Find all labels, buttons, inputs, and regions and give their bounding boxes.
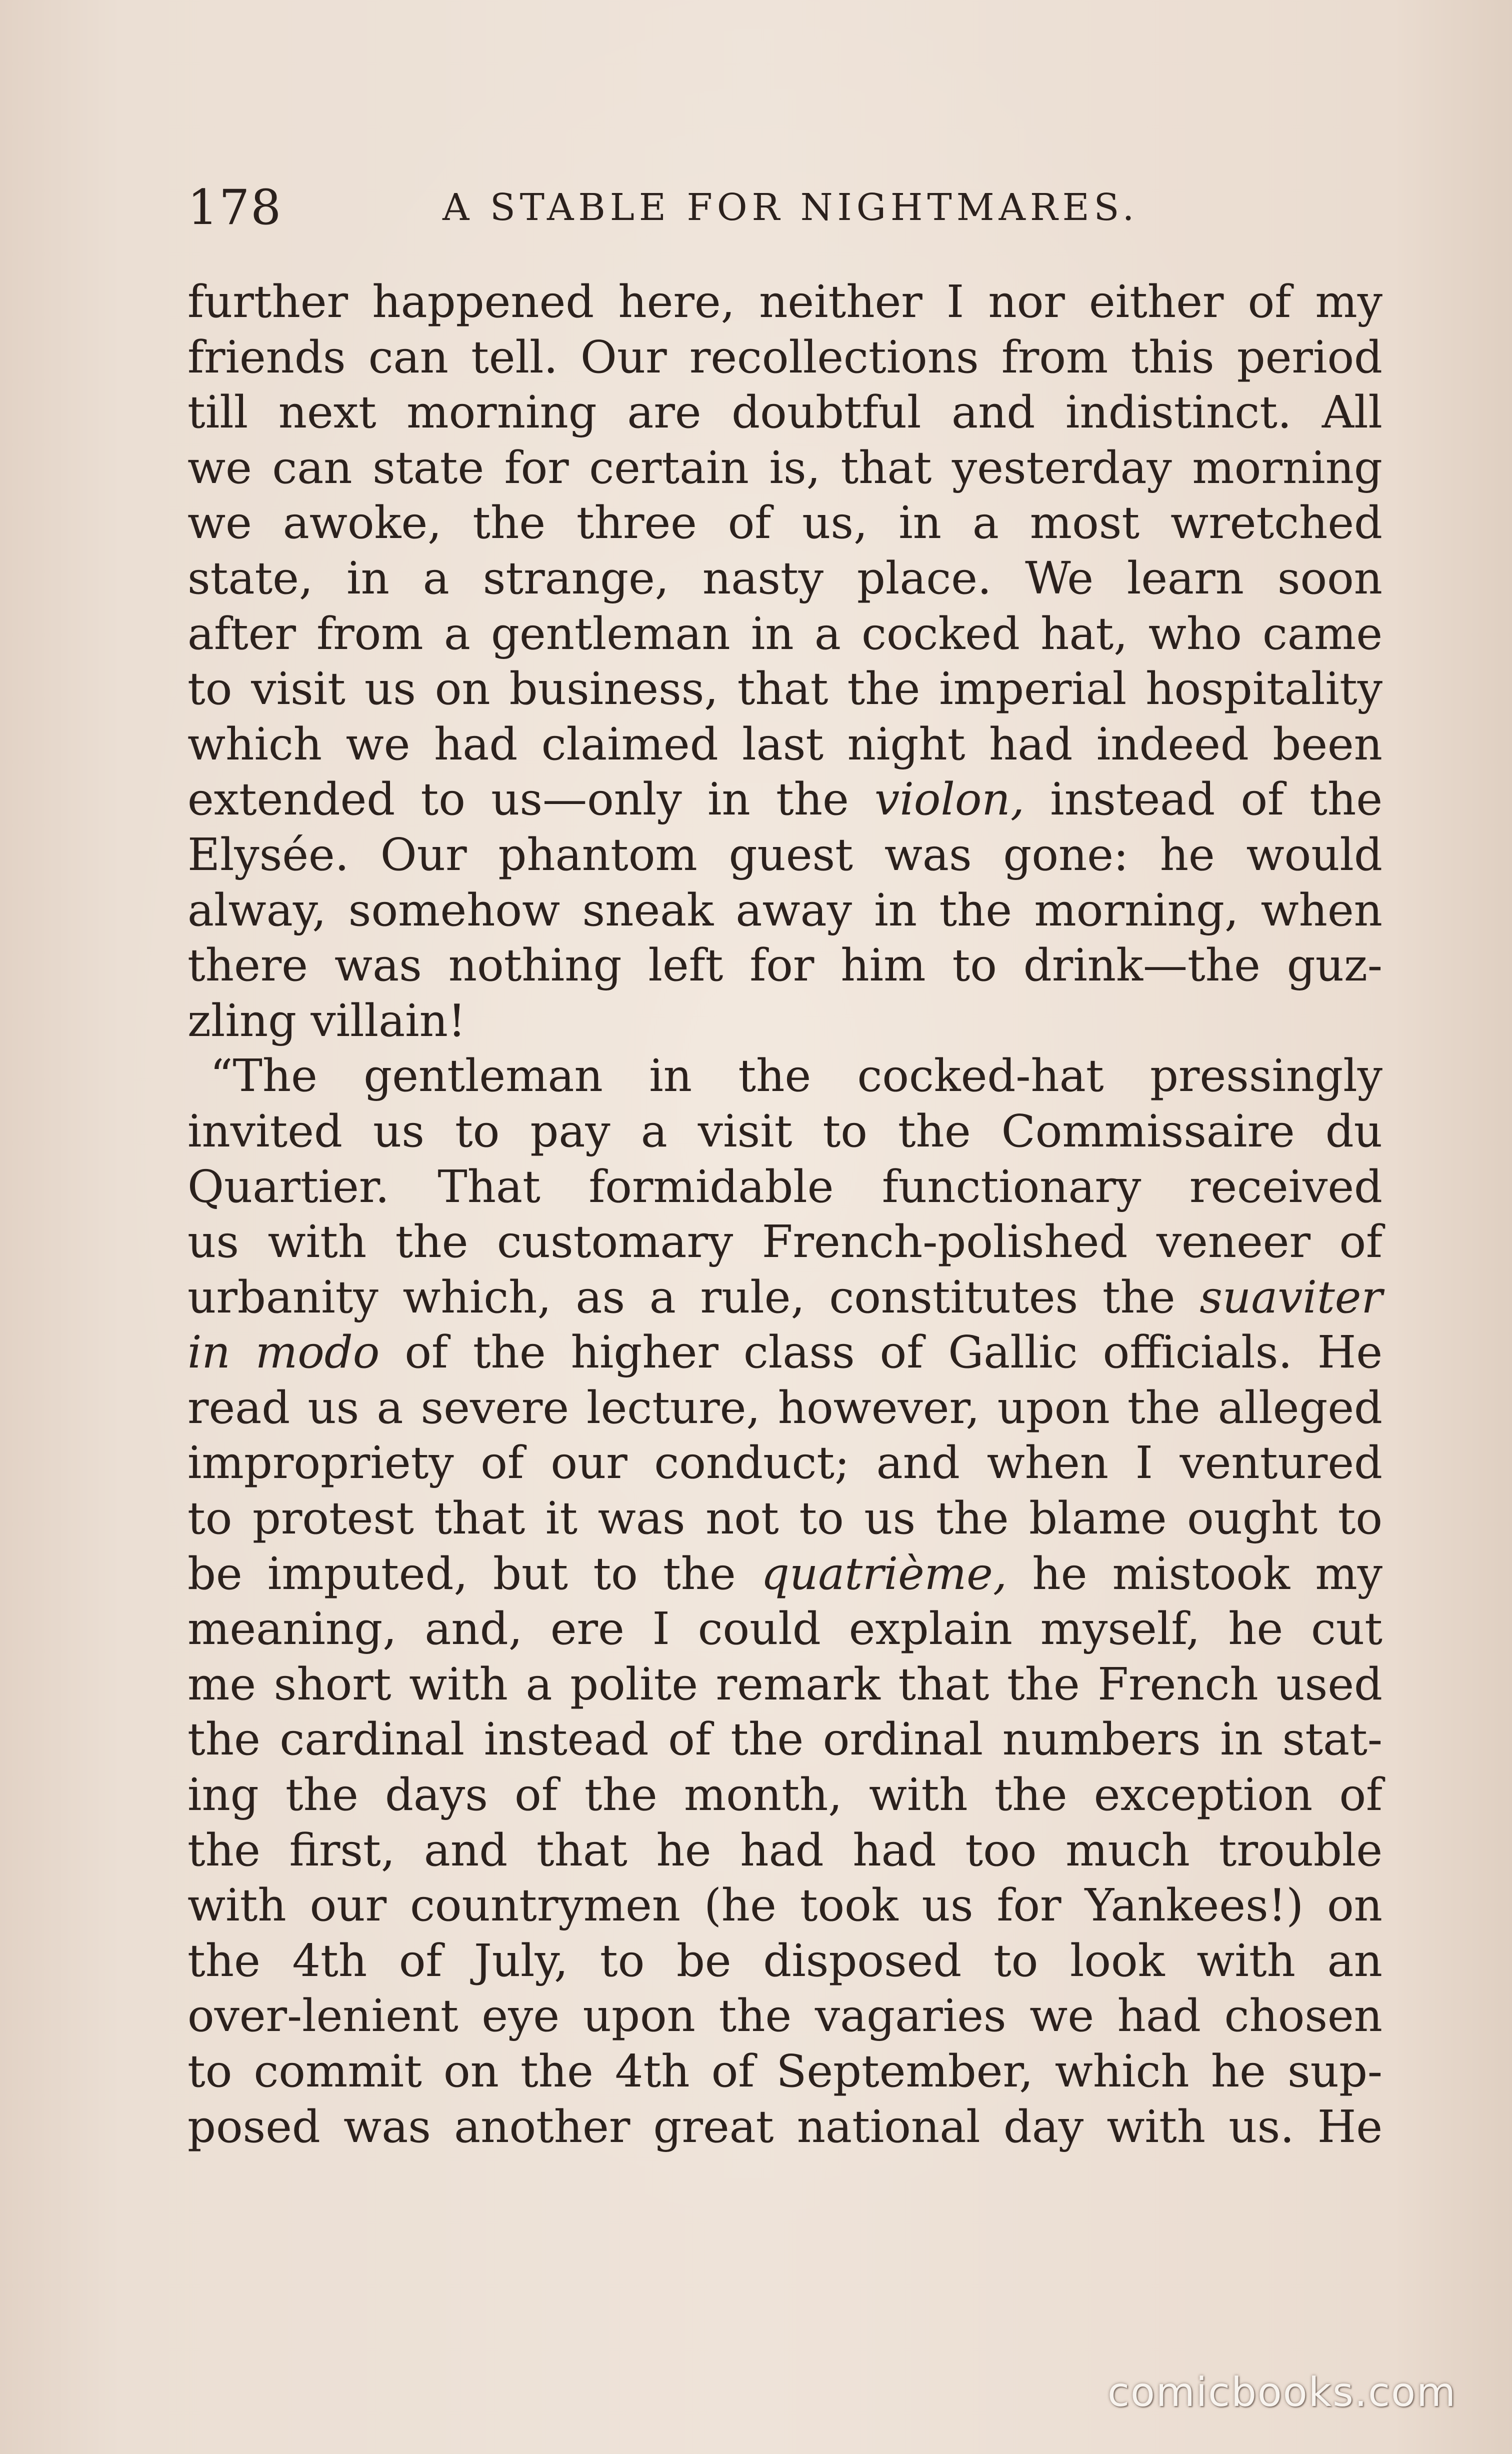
text-line	[188, 274, 1382, 330]
text-line	[188, 1270, 1382, 1325]
text-line	[188, 1324, 1382, 1380]
text-line	[188, 550, 1382, 606]
text-line	[188, 1435, 1382, 1490]
line-text: ing the days of the month, with the exception of	[188, 1768, 1382, 1821]
text-line	[188, 495, 1382, 550]
italic-text: suaviter	[1200, 1270, 1382, 1323]
line-text: Quartier. That formidable functionary received	[188, 1160, 1382, 1212]
text-line	[188, 661, 1382, 716]
line-text: zling villain!	[188, 994, 466, 1046]
text-line	[188, 1988, 1382, 2044]
text-line	[188, 1490, 1382, 1546]
text-line	[188, 1159, 1382, 1214]
text-line	[188, 1601, 1382, 1656]
line-text: urbanity which, as a rule, constitutes the	[188, 1270, 1200, 1323]
page-number: 178	[188, 180, 282, 236]
text-line	[188, 1380, 1382, 1436]
line-text: friends can tell. Our recollections from this period	[188, 330, 1382, 383]
text-line	[188, 882, 1382, 938]
line-text: meaning, and, ere I could explain myself, he cut	[188, 1602, 1382, 1655]
line-text: of the higher class of Gallic officials. He	[380, 1326, 1382, 1378]
line-text: me short with a polite remark that the French used	[188, 1658, 1382, 1710]
line-text: instead of the	[1024, 773, 1383, 826]
text-line	[188, 1878, 1382, 1933]
text-line	[188, 330, 1382, 385]
text-line	[188, 1214, 1382, 1270]
line-text: be imputed, but to the	[188, 1547, 761, 1600]
text-line	[188, 1822, 1382, 1878]
line-text: extended to us—only in the	[188, 773, 875, 826]
text-line	[188, 2099, 1382, 2154]
text-line	[188, 1104, 1382, 1159]
line-text: read us a severe lecture, however, upon the alleged	[188, 1381, 1382, 1434]
line-text: state, in a strange, nasty place. We learn soon	[188, 552, 1382, 604]
text-line	[188, 1048, 1382, 1104]
line-text: we can state for certain is, that yesterday morning	[188, 441, 1382, 494]
text-line	[188, 384, 1382, 440]
text-line	[188, 440, 1382, 496]
text-line	[188, 606, 1382, 662]
text-line	[188, 772, 1382, 827]
line-text: Elysée. Our phantom guest was gone: he would	[188, 828, 1382, 880]
text-line	[188, 827, 1382, 882]
line-text: there was nothing left for him to drink—the guz-	[188, 939, 1382, 992]
page-header	[188, 172, 1382, 242]
line-text: alway, somehow sneak away in the morning, when	[188, 884, 1382, 936]
text-line	[188, 1656, 1382, 1712]
line-text: us with the customary French-polished veneer of	[188, 1216, 1382, 1268]
line-text: the cardinal instead of the ordinal numbers in stat-	[188, 1713, 1382, 1766]
text-line	[188, 1546, 1382, 1602]
line-text: to commit on the 4th of September, which he sup-	[188, 2045, 1382, 2097]
line-text: over-lenient eye upon the vagaries we had chosen	[188, 1990, 1382, 2042]
line-text: he mistook my	[1007, 1547, 1382, 1600]
line-text: invited us to pay a visit to the Commissaire du	[188, 1104, 1382, 1157]
text-line	[188, 1933, 1382, 1988]
watermark: comicbooks.com	[1108, 2369, 1457, 2416]
line-text: which we had claimed last night had indeed been	[188, 718, 1382, 770]
line-text: with our countrymen (he took us for Yankees!) on	[188, 1879, 1382, 1932]
body-text	[188, 274, 1382, 2154]
italic-text: in modo	[188, 1326, 380, 1378]
line-text: till next morning are doubtful and indistinct. All	[188, 386, 1382, 438]
running-head: A STABLE FOR NIGHTMARES.	[442, 186, 1139, 229]
line-text: the first, and that he had had too much trouble	[188, 1824, 1382, 1876]
line-text: impropriety of our conduct; and when I ventured	[188, 1436, 1382, 1489]
text-line	[188, 1767, 1382, 1822]
italic-text: quatrième,	[760, 1547, 1008, 1600]
text-line	[188, 1712, 1382, 1767]
text-line	[188, 716, 1382, 772]
line-text: after from a gentleman in a cocked hat, who came	[188, 607, 1382, 660]
line-text: to protest that it was not to us the blame ought to	[188, 1492, 1382, 1544]
text-line	[188, 2044, 1382, 2099]
text-line	[188, 938, 1382, 993]
italic-text: violon,	[874, 773, 1025, 826]
text-line	[188, 993, 1382, 1048]
line-text: to visit us on business, that the imperial hospitality	[188, 662, 1382, 715]
line-text: “The gentleman in the cocked-hat pressingly	[210, 1050, 1382, 1102]
line-text: we awoke, the three of us, in a most wretched	[188, 496, 1382, 549]
line-text: posed was another great national day with us. He	[188, 2100, 1382, 2152]
line-text: the 4th of July, to be disposed to look with an	[188, 1934, 1382, 1986]
line-text: further happened here, neither I nor either of my	[188, 276, 1382, 328]
